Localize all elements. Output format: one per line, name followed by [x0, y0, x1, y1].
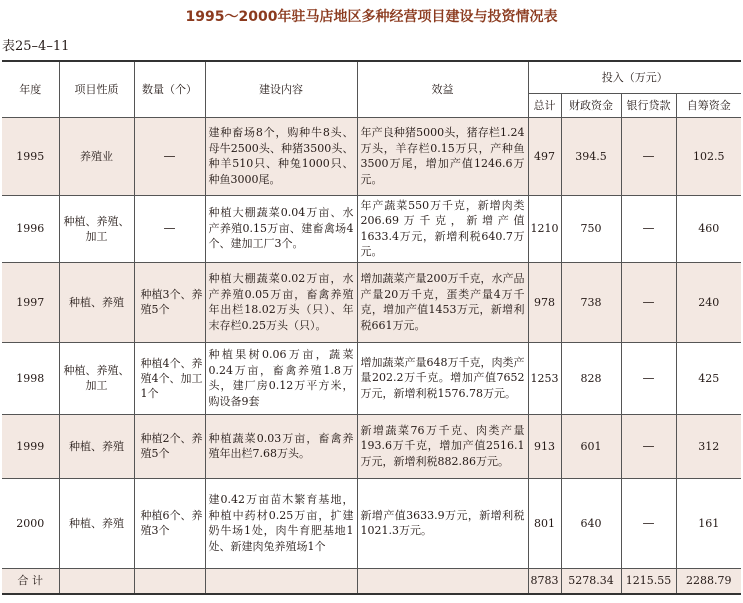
cell-nature: 养殖业 [59, 117, 134, 195]
header-investment: 投入（万元） [528, 61, 741, 93]
cell-total: 1253 [528, 342, 561, 414]
cell-bank: — [621, 195, 676, 262]
total-sum: 8783 [528, 568, 561, 594]
cell-quantity: 种植3个、养殖5个 [134, 262, 205, 342]
cell-content: 建0.42万亩苗木繁育基地，种植中药材0.25万亩，扩建奶牛场1处，肉牛育肥基地1处、新建肉兔养殖场1个 [205, 478, 357, 568]
header-fiscal: 财政资金 [561, 93, 621, 117]
cell-year: 1999 [2, 414, 59, 478]
header-bank: 银行贷款 [621, 93, 676, 117]
total-bank: 1215.55 [621, 568, 676, 594]
cell-nature: 种植、养殖、加工 [59, 195, 134, 262]
table-row [2, 195, 741, 262]
header-benefit: 效益 [357, 61, 528, 117]
cell-content: 种植大棚蔬菜0.04万亩、水产养殖0.15万亩、建畜禽场4个、建加工厂3个。 [205, 195, 357, 262]
cell-benefit: 增加蔬菜产量200万千克，水产品产量20万千克，蛋类产量4万千克，增加产值1453万元，新增利税661万元。 [357, 262, 528, 342]
cell-benefit: 新增产值3633.9万元，新增利税1021.3万元。 [357, 478, 528, 568]
total-self: 2288.79 [676, 568, 741, 594]
cell-quantity: 种植6个、养殖3个 [134, 478, 205, 568]
table-title: 1995～2000年驻马店地区多种经营项目建设与投资情况表 [185, 9, 558, 25]
header-content: 建设内容 [205, 61, 357, 117]
cell-year: 1998 [2, 342, 59, 414]
cell-year: 2000 [2, 478, 59, 568]
total-empty-cell [134, 568, 205, 594]
cell-quantity: 种植4个、养殖4个、加工1个 [134, 342, 205, 414]
cell-nature: 种植、养殖 [59, 262, 134, 342]
table-row [2, 262, 741, 342]
header-total: 总计 [528, 93, 561, 117]
cell-benefit: 新增蔬菜76万千克、肉类产量193.6万千克，增加产值2516.1万元，新增利税882.86万元。 [357, 414, 528, 478]
table-row [2, 478, 741, 568]
cell-bank: — [621, 262, 676, 342]
cell-year: 1997 [2, 262, 59, 342]
cell-total: 913 [528, 414, 561, 478]
cell-fiscal: 750 [561, 195, 621, 262]
header-year: 年度 [2, 61, 59, 117]
cell-total: 801 [528, 478, 561, 568]
total-fiscal: 5278.34 [561, 568, 621, 594]
cell-quantity: — [134, 117, 205, 195]
total-row [2, 568, 741, 594]
cell-self: 102.5 [676, 117, 741, 195]
cell-fiscal: 738 [561, 262, 621, 342]
cell-total: 978 [528, 262, 561, 342]
cell-fiscal: 601 [561, 414, 621, 478]
cell-bank: — [621, 478, 676, 568]
total-empty-cell [357, 568, 528, 594]
cell-fiscal: 394.5 [561, 117, 621, 195]
cell-total: 497 [528, 117, 561, 195]
cell-self: 460 [676, 195, 741, 262]
header-nature: 项目性质 [59, 61, 134, 117]
table-row [2, 117, 741, 195]
total-empty-cell [205, 568, 357, 594]
cell-bank: — [621, 342, 676, 414]
cell-nature: 种植、养殖 [59, 414, 134, 478]
cell-self: 425 [676, 342, 741, 414]
cell-nature: 种植、养殖、加工 [59, 342, 134, 414]
cell-content: 种植蔬菜0.03万亩，畜禽养殖年出栏7.68万头。 [205, 414, 357, 478]
cell-bank: — [621, 117, 676, 195]
total-label: 合 计 [2, 568, 59, 594]
cell-year: 1995 [2, 117, 59, 195]
cell-benefit: 增加蔬菜产量648万千克，肉类产量202.2万千克。增加产值7652万元，新增利税1576.78万元。 [357, 342, 528, 414]
header-self: 自筹资金 [676, 93, 741, 117]
cell-content: 种植果树0.06万亩，蔬菜0.24万亩，畜禽养殖1.8万头，建厂房0.12万平方米，购设备9套 [205, 342, 357, 414]
cell-fiscal: 640 [561, 478, 621, 568]
cell-quantity: 种植2个、养殖5个 [134, 414, 205, 478]
cell-self: 240 [676, 262, 741, 342]
cell-total: 1210 [528, 195, 561, 262]
table-row [2, 342, 741, 414]
cell-self: 312 [676, 414, 741, 478]
investment-table [2, 60, 741, 595]
cell-quantity: — [134, 195, 205, 262]
cell-self: 161 [676, 478, 741, 568]
cell-bank: — [621, 414, 676, 478]
cell-content: 建种畜场8个，购种牛8头、母牛2500头、种猪3500头、种羊510只、种兔1000只、种鱼3000尾。 [205, 117, 357, 195]
header-quantity: 数量（个） [134, 61, 205, 117]
total-empty-cell [59, 568, 134, 594]
cell-year: 1996 [2, 195, 59, 262]
table-number: 表25–4–11 [2, 39, 70, 54]
cell-fiscal: 828 [561, 342, 621, 414]
cell-nature: 种植、养殖 [59, 478, 134, 568]
cell-benefit: 年产蔬菜550万千克，新增肉类206.69万千克，新增产值1633.4万元，新增利税640.7万元。 [357, 195, 528, 262]
cell-benefit: 年产良种猪5000头，猪存栏1.24万头，羊存栏0.15万只，产种鱼3500万尾，增加产值1246.6万元。 [357, 117, 528, 195]
table-row [2, 414, 741, 478]
cell-content: 种植大棚蔬菜0.02万亩，水产养殖0.05万亩，畜禽养殖年出栏18.02万头（只）、年末存栏0.25万头（只）。 [205, 262, 357, 342]
